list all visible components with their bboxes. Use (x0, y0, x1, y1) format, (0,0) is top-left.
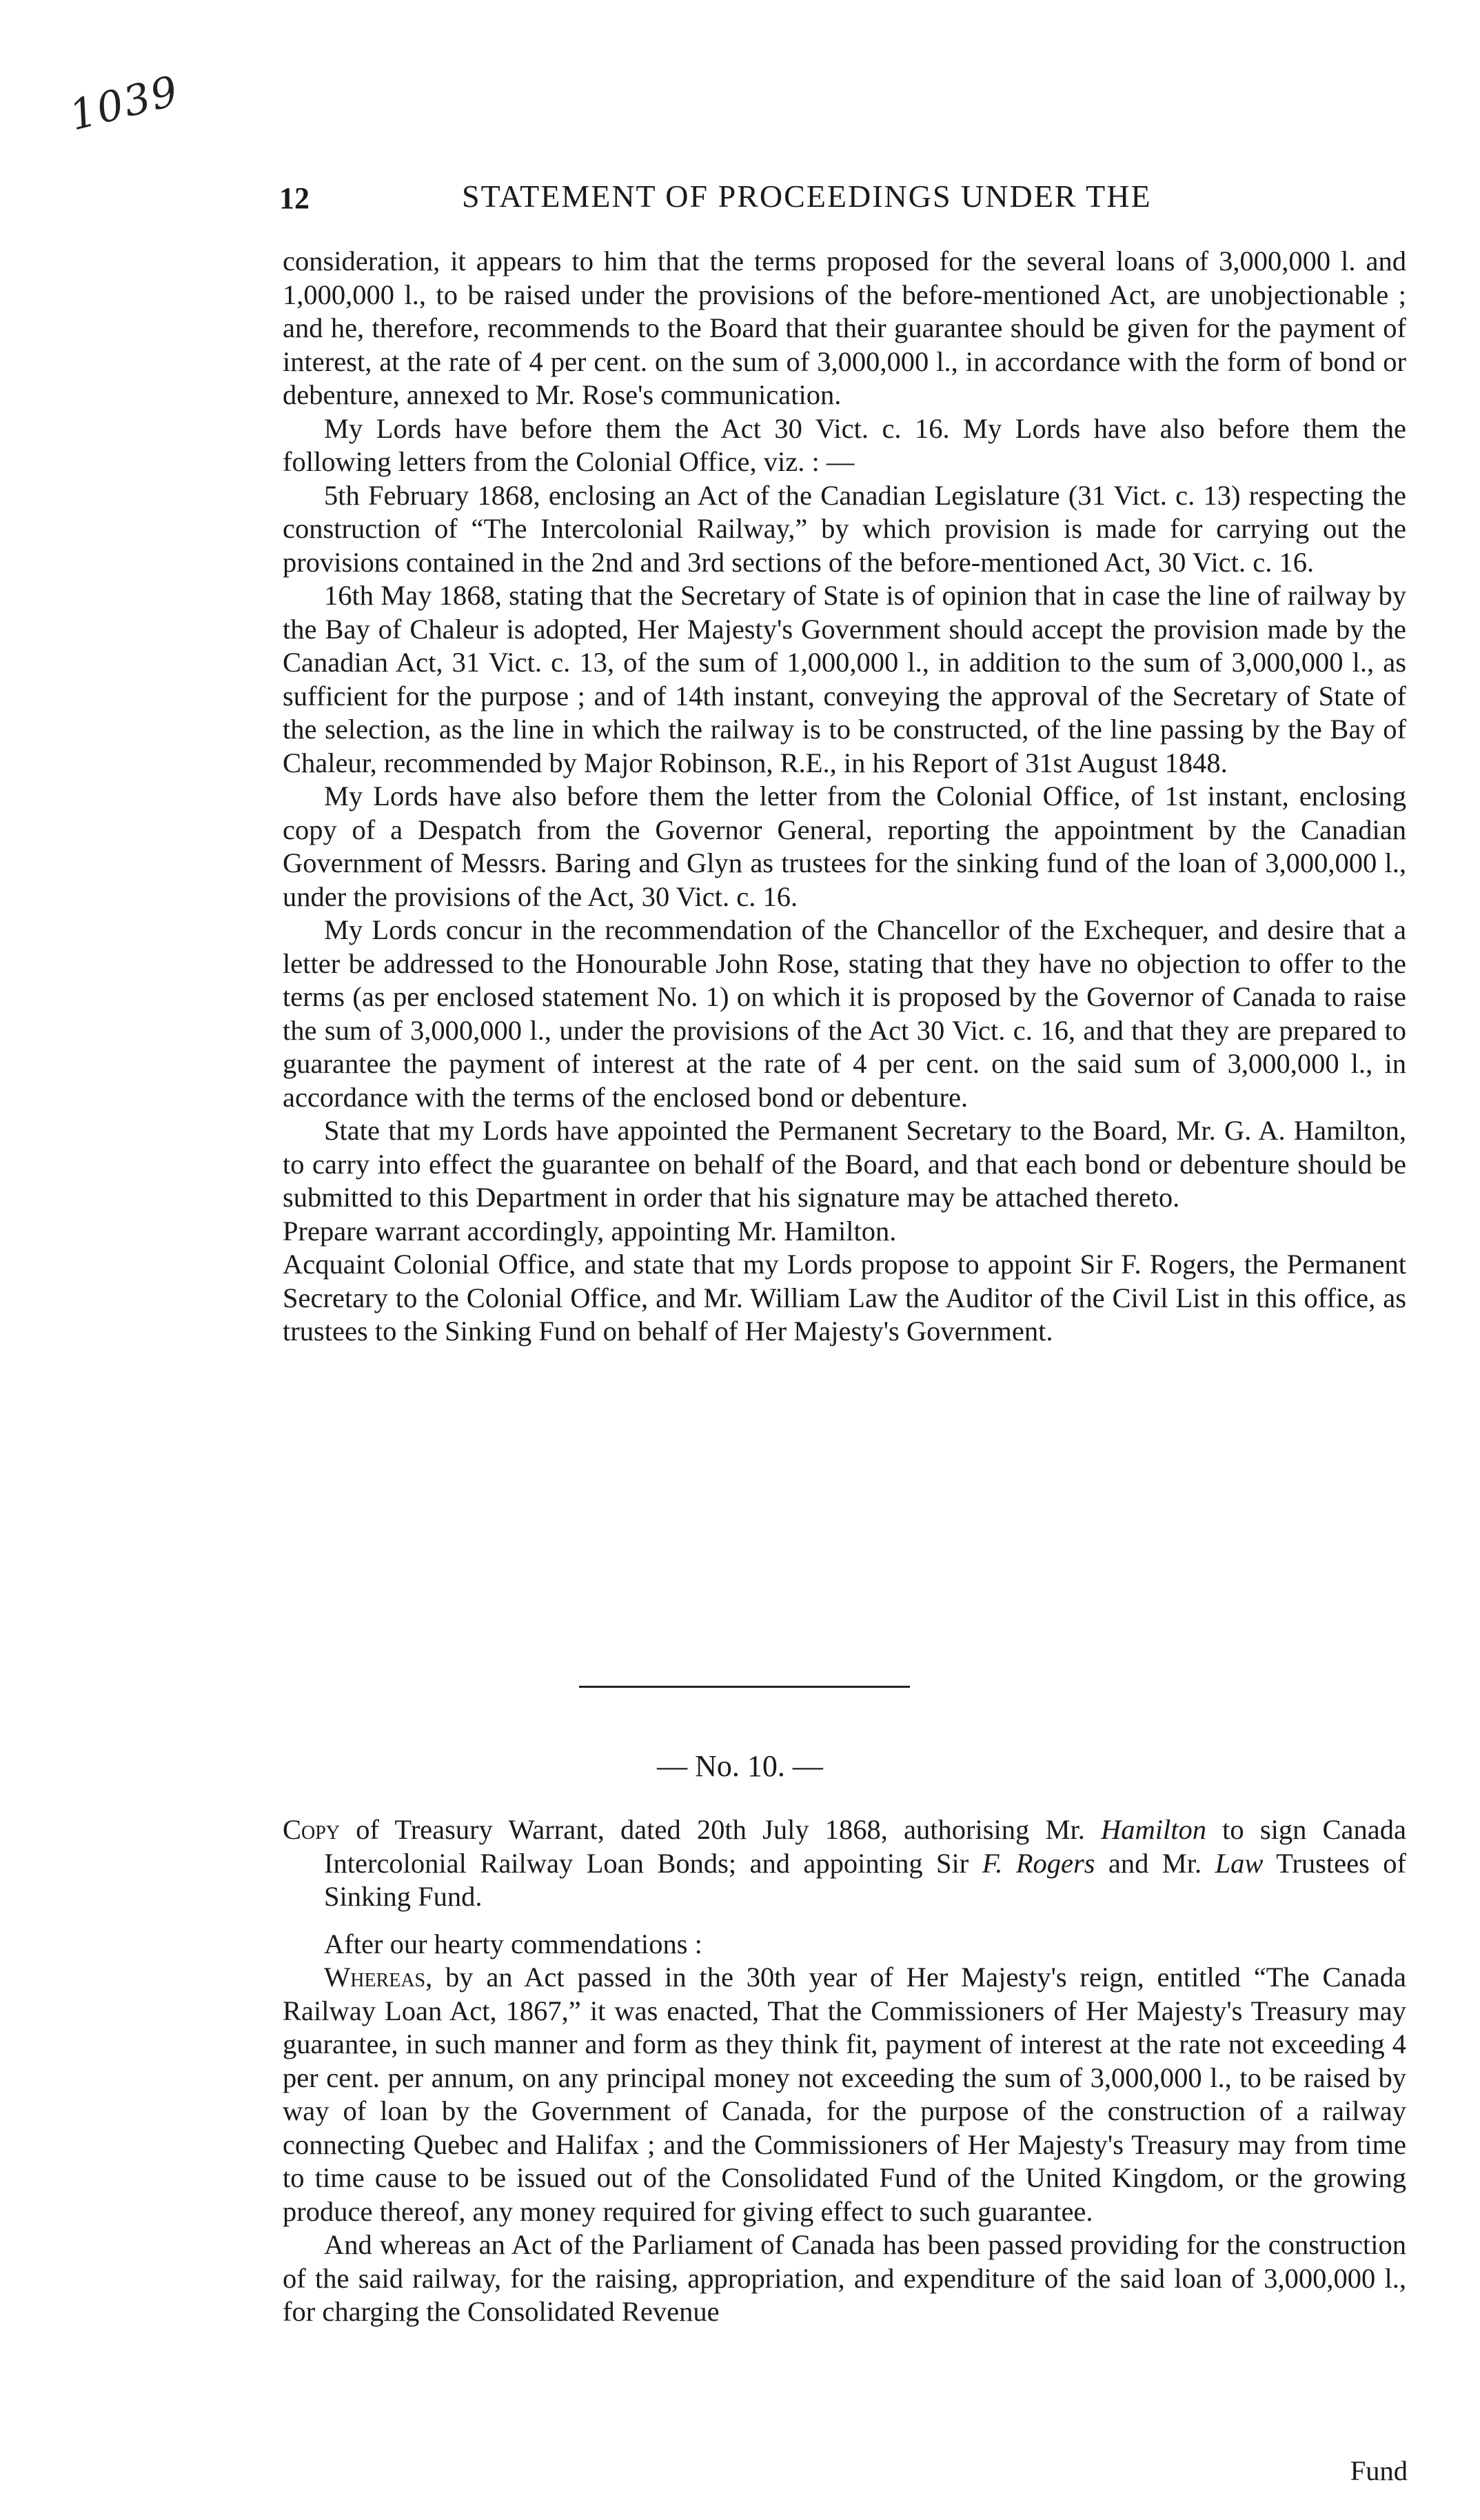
running-title: STATEMENT OF PROCEEDINGS UNDER THE (462, 179, 1152, 214)
paragraph-colonial-office-letter: My Lords have also before them the letter from the Colonial Office, of 1st instant, enclosing copy of a Despatch from the Governor General, reporting the appointment by the Canadian Government of Messrs. Baring and Glyn as trustees for the sinking fund of the loan of 3,000,000 l., under the provisions of the Act, 30 Vict. c. 16. (283, 780, 1406, 912)
paragraph-consideration: consideration, it appears to him that the terms proposed for the several loans of 3,000,000 l. and 1,000,000 l., to be raised under the provisions of the before-mentioned Act, are unobjectionable ; and he, therefore, recommends to the Board that their guarantee should be given for the payment of interest, at the rate of 4 per cent. on the sum of 3,000,000 l., in accordance with the form of bond or debenture, annexed to Mr. Rose's communication. (283, 245, 1406, 410)
paragraph-acquaint-colonial-office: Acquaint Colonial Office, and state that my Lords propose to appoint Sir F. Rogers, the Permanent Secretary to the Colonial Office, and Mr. William Law the Auditor of the Civil List in this office, as trustees to the Sinking Fund on behalf of Her Majesty's Government. (283, 1249, 1406, 1347)
caption-lead: Copy (283, 1814, 341, 1845)
paragraph-16th-may: 16th May 1868, stating that the Secretary of State is of opinion that in case the line of railway by the Bay of Chaleur is adopted, Her Majesty's Government should accept the provision made by the Canadian Act, 31 Vict. c. 13, of the sum of 1,000,000 l., in addition to the sum of 3,000,000 l., as sufficient for the purpose ; and of 14th instant, conveying the approval of the Secretary of State of the selection, as the line in which the railway is to be constructed, of the line passing by the Bay of Chaleur, recommended by Major Robinson, R.E., in his Report of 31st August 1848. (283, 580, 1406, 778)
salutation: After our hearty commendations : (324, 1928, 702, 1959)
paragraph-5th-february: 5th February 1868, enclosing an Act of the Canadian Legislature (31 Vict. c. 13) respecting the construction of “The Intercolonial Railway,” by which provision is made for carrying out the provisions contained in the 2nd and 3rd sections of the before-mentioned Act, 30 Vict. c. 16. (283, 479, 1406, 578)
paragraph-lords-concur: My Lords concur in the recommendation of the Chancellor of the Exchequer, and desire that a letter be addressed to the Honourable John Rose, stating that they have no objection to offer to the terms (as per enclosed statement No. 1) on which it is proposed by the Governor of Canada to raise the sum of 3,000,000 l., under the provisions of the Act 30 Vict. c. 16, and that they are prepared to guarantee the payment of interest at the rate of 4 per cent. on the said sum of 3,000,000 l., in accordance with the terms of the enclosed bond or debenture. (283, 914, 1406, 1113)
caption-text-1: of Treasury Warrant, dated 20th July 1868, authorising Mr. (340, 1814, 1101, 1845)
caption-name-hamilton: Hamilton (1101, 1814, 1207, 1845)
paragraph-and-whereas: And whereas an Act of the Parliament of Canada has been passed providing for the construction of the said railway, for the raising, appropriation, and expenditure of the said loan of 3,000,000 l., for charging the Consolidated Revenue (283, 2229, 1406, 2327)
caption-name-law: Law (1215, 1847, 1264, 1879)
warrant-caption (283, 1813, 1406, 1914)
caption-text-4: Trustees of Sinking Fund. (324, 1847, 1406, 1912)
caption-text-2: to sign Canada Intercolonial Railway Loan Bonds; and appointing Sir (324, 1814, 1406, 1879)
paragraph-act-before-them: My Lords have before them the Act 30 Vict. c. 16. My Lords have also before them the following letters from the Colonial Office, viz. : — (283, 412, 1406, 477)
paragraph-whereas (283, 1961, 1406, 2228)
catchword: Fund (1350, 2455, 1408, 2486)
caption-text-3: and Mr. (1095, 1847, 1215, 1879)
paragraph-appointed-secretary: State that my Lords have appointed the Permanent Secretary to the Board, Mr. G. A. Hamilton, to carry into effect the guarantee on behalf of the Board, and that each bond or debenture should be submitted to this Department in order that his signature may be attached thereto. (283, 1115, 1406, 1213)
body-text-top (283, 245, 1406, 1349)
section-divider (579, 1686, 910, 1688)
paragraph-prepare-warrant: Prepare warrant accordingly, appointing Mr. Hamilton. (283, 1215, 897, 1247)
body-text-bottom (283, 1813, 1406, 2329)
caption-name-rogers: F. Rogers (982, 1847, 1095, 1879)
handwritten-note: 1039 (64, 66, 184, 141)
section-heading: — No. 10. — (657, 1749, 823, 1783)
page-number: 12 (279, 181, 310, 215)
whereas-lead: Whereas (324, 1962, 426, 1993)
whereas-text: , by an Act passed in the 30th year of Her Majesty's reign, entitled “The Canada Railway Loan Act, 1867,” it was enacted, That the Commissioners of Her Majesty's Treasury may guarantee, in such manner and form as they think fit, payment of interest at the rate not exceeding 4 per cent. per annum, on any principal money not exceeding the sum of 3,000,000 l., to be raised by way of loan by the Government of Canada, for the purpose of the construction of a railway connecting Quebec and Halifax ; and the Commissioners of Her Majesty's Treasury may from time to time cause to be issued out of the Consolidated Fund of the United Kingdom, or the growing produce thereof, any money required for giving effect to such guarantee. (283, 1962, 1406, 2227)
